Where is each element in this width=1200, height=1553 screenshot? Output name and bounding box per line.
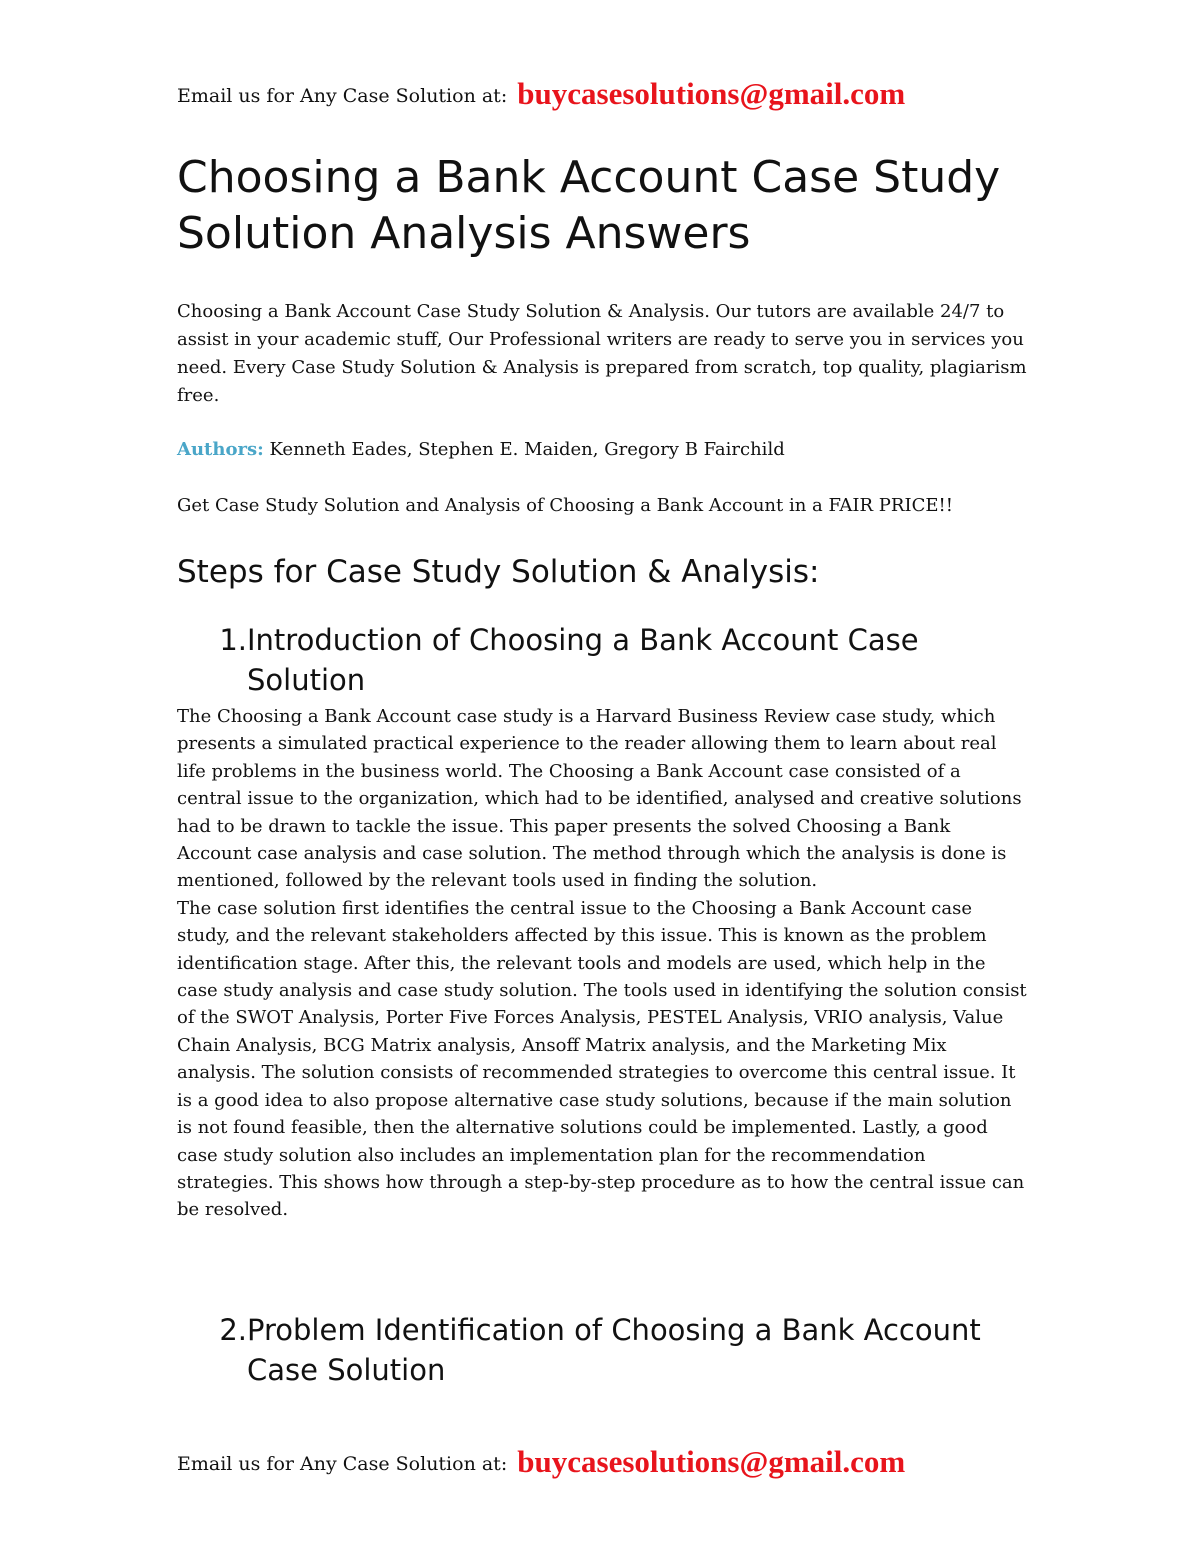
fair-price-line: Get Case Study Solution and Analysis of Choosing a Bank Account in a FAIR PRICE!! bbox=[177, 495, 953, 516]
footer-email-link[interactable]: buycasesolutions@gmail.com bbox=[517, 1444, 906, 1479]
section-1-heading bbox=[177, 620, 1037, 700]
authors-label: Authors: bbox=[177, 439, 264, 460]
document-title: Choosing a Bank Account Case Study Solution Analysis Answers bbox=[177, 152, 1001, 259]
footer-contact-label: Email us for Any Case Solution at: bbox=[177, 1453, 508, 1475]
section-1-body bbox=[177, 703, 1027, 1224]
section-1-paragraph-1: The Choosing a Bank Account case study is a Harvard Business Review case study, which presents a simulated practical experience to the reader allowing them to learn about real life problems in the business world. The Choosing a Bank Account case consisted of a central issue to the organization, which had to be identified, analysed and creative solutions had to be drawn to tackle the issue. This paper presents the solved Choosing a Bank Account case analysis and case solution. The method through which the analysis is done is mentioned, followed by the relevant tools used in finding the solution. bbox=[177, 706, 1022, 892]
intro-paragraph: Choosing a Bank Account Case Study Solution & Analysis. Our tutors are available 24/7 to assist in your academic stuff, Our Professional writers are ready to serve you in services you need. Every Case Study Solution & Analysis is prepared from scratch, top quality, plagiarism free. bbox=[177, 301, 1027, 406]
steps-heading: Steps for Case Study Solution & Analysis: bbox=[177, 554, 820, 590]
header-contact bbox=[177, 76, 1077, 112]
section-1-number: 1. bbox=[219, 623, 247, 657]
authors-line bbox=[177, 436, 1037, 464]
section-1-title: Introduction of Choosing a Bank Account Case Solution bbox=[247, 623, 919, 697]
section-2-number: 2. bbox=[219, 1313, 247, 1347]
header-email-link[interactable]: buycasesolutions@gmail.com bbox=[517, 76, 906, 111]
section-2-heading bbox=[177, 1310, 1037, 1390]
footer-contact bbox=[177, 1444, 1077, 1480]
authors-names: Kenneth Eades, Stephen E. Maiden, Gregory B Fairchild bbox=[269, 439, 785, 460]
header-contact-label: Email us for Any Case Solution at: bbox=[177, 85, 508, 107]
section-1-paragraph-2: The case solution first identifies the central issue to the Choosing a Bank Account case study, and the relevant stakeholders affected by this issue. This is known as the problem identification stage. After this, the relevant tools and models are used, which help in the case study analysis and case study solution. The tools used in identifying the solution consist of the SWOT Analysis, Porter Five Forces Analysis, PESTEL Analysis, VRIO analysis, Value Chain Analysis, BCG Matrix analysis, Ansoff Matrix analysis, and the Marketing Mix analysis. The solution consists of recommended strategies to overcome this central issue. It is a good idea to also propose alternative case study solutions, because if the main solution is not found feasible, then the alternative solutions could be implemented. Lastly, a good case study solution also includes an implementation plan for the recommendation strategies. This shows how through a step-by-step procedure as to how the central issue can be resolved. bbox=[177, 897, 1027, 1221]
section-2-title: Problem Identification of Choosing a Bank Account Case Solution bbox=[247, 1313, 981, 1387]
